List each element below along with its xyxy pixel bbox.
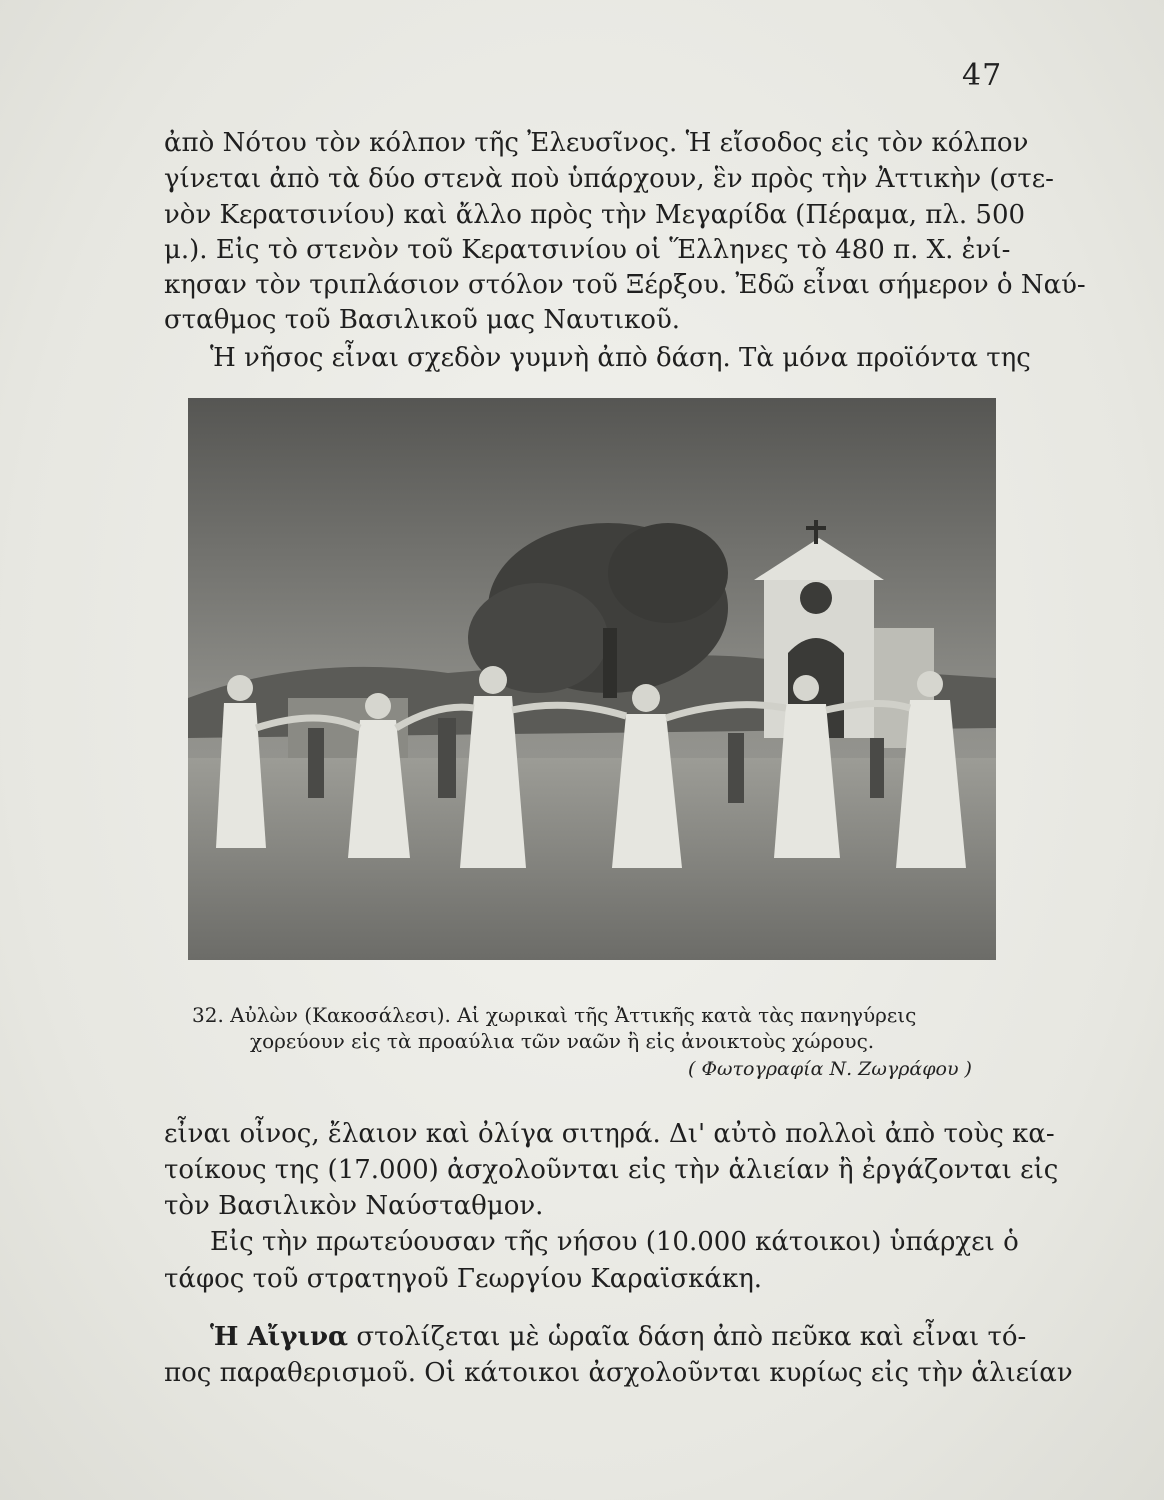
text-segment: στολίζεται μὲ ὡραῖα δάση ἀπὸ πεῦκα καὶ εἶναι τό-: [356, 1322, 1027, 1352]
page-number: 47: [962, 58, 1003, 93]
text-line: πος παραθερισμοῦ. Οἱ κάτοικοι ἀσχολοῦνται κυρίως εἰς τὴν ἁλιείαν: [164, 1358, 1073, 1388]
text-line: εἶναι οἶνος, ἔλαιον καὶ ὀλίγα σιτηρά. Δι' αὐτὸ πολλοὶ ἀπὸ τοὺς κα-: [164, 1119, 1055, 1149]
text-line: [210, 1320, 1027, 1354]
text-line: Εἰς τὴν πρωτεύουσαν τῆς νήσου (10.000 κάτοικοι) ὑπάρχει ὁ: [210, 1227, 1019, 1257]
photograph-folk-dance: [188, 398, 996, 960]
text-line: τάφος τοῦ στρατηγοῦ Γεωργίου Καραϊσκάκη.: [164, 1264, 763, 1294]
text-line: τὸν Βασιλικὸν Ναύσταθμον.: [164, 1191, 544, 1221]
text-line: μ.). Εἰς τὸ στενὸν τοῦ Κερατσινίου οἱ Ἕλληνες τὸ 480 π. Χ. ἐνί-: [164, 235, 1011, 265]
figure-caption: χορεύουν εἰς τὰ προαύλια τῶν ναῶν ἢ εἰς ἀνοικτοὺς χώρους.: [250, 1029, 875, 1053]
text-line: σταθμος τοῦ Βασιλικοῦ μας Ναυτικοῦ.: [164, 305, 681, 335]
figure-caption: 32. Αὐλὼν (Κακοσάλεσι). Αἱ χωρικαὶ τῆς Ἀττικῆς κατὰ τὰς πανηγύρεις: [192, 1003, 917, 1027]
text-line: γίνεται ἀπὸ τὰ δύο στενὰ ποὺ ὑπάρχουν, ἓν πρὸς τὴν Ἀττικὴν (στε-: [164, 164, 1054, 194]
text-line: νὸν Κερατσινίου) καὶ ἄλλο πρὸς τὴν Μεγαρίδα (Πέραμα, πλ. 500: [164, 200, 1026, 230]
bold-lead: Ἡ Αἴγινα: [210, 1322, 349, 1352]
text-line: Ἡ νῆσος εἶναι σχεδὸν γυμνὴ ἀπὸ δάση. Τὰ μόνα προϊόντα της: [210, 343, 1031, 373]
text-line: τοίκους της (17.000) ἀσχολοῦνται εἰς τὴν ἁλιείαν ἢ ἐργάζονται εἰς: [164, 1155, 1059, 1185]
text-line: ἀπὸ Νότου τὸν κόλπον τῆς Ἐλευσῖνος. Ἡ εἴσοδος εἰς τὸν κόλπον: [164, 128, 1029, 158]
photo-credit: ( Φωτογραφία Ν. Ζωγράφου ): [688, 1058, 972, 1080]
text-line: κησαν τὸν τριπλάσιον στόλον τοῦ Ξέρξου. Ἐδῶ εἶναι σήμερον ὁ Ναύ-: [164, 270, 1086, 300]
